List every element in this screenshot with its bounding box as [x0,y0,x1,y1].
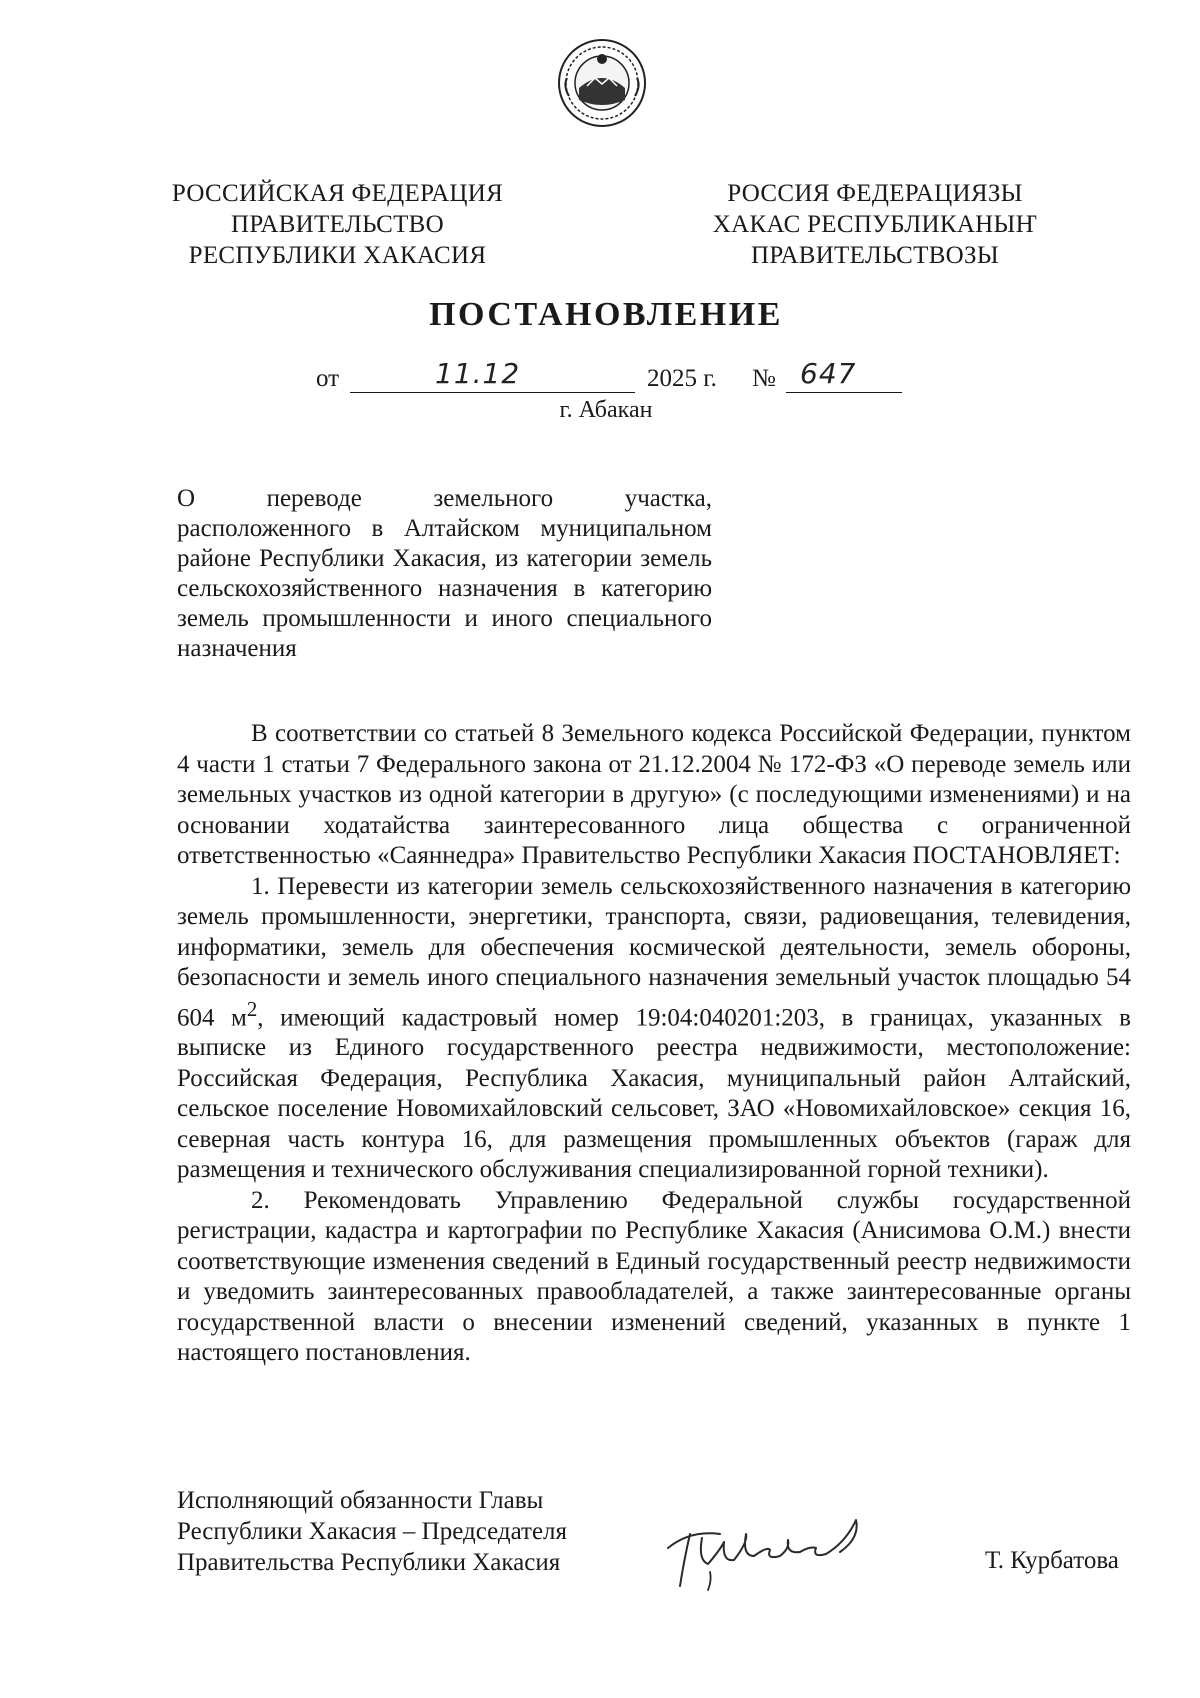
preamble-paragraph: В соответствии со статьей 8 Земельного кодекса Российской Федерации, пунктом 4 части 1 статьи 7 Федерального закона от 21.12.2004 № 172-ФЗ «О переводе земель или земельных участков из одной категории в другую» (с последующими изменениями) и на основании ходатайства заинтересованного лица общества с ограниченной ответственностью «Саяннедра» Правительство Республики Хакасия ПОСТАНОВЛЯЕТ: [177,720,1131,869]
signatory-title-line-1: Исполняющий обязанности Главы [177,1487,544,1514]
date-handwritten: 11.12 [435,357,521,390]
item-1-superscript: 2 [246,996,258,1021]
subject-rest: расположенного в Алтайском муниципальном районе Республики Хакасия, из категории земель сельскохозяйственного назначения в категорию земель промышленности и иного специального назначения [177,515,712,662]
coat-of-arms-emblem [557,38,647,128]
signatory-title-line-3: Правительства Республики Хакасия [177,1549,561,1576]
number-sign: № [752,365,776,392]
document-type-title: ПОСТАНОВЛЕНИЕ [429,296,783,333]
subject-first-line: О переводе земельного участка, [177,485,712,512]
subject-block [177,484,712,664]
number-handwritten: 647 [800,357,857,390]
item-1-paragraph [177,872,1131,1186]
header-left-line-2: ПРАВИТЕЛЬСТВО [230,211,445,238]
item-1-text-a: 1. Перевести из категории земель сельскохозяйственного назначения в категорию земель промышленности, энергетики, транспорта, связи, радиовещания, телевидения, информатики, земель для обеспечения космической деятельности, земель обороны, безопасности и земель иного специального назначения земельный участок площадью 54 604 м [177,872,1131,1031]
resolution-body [177,719,1131,1369]
header-right [710,178,1040,271]
header-right-line-3: ПРАВИТЕЛЬСТВОЗЫ [751,242,999,269]
header-left-line-3: РЕСПУБЛИКИ ХАКАСИЯ [188,242,487,269]
date-prefix: от [316,365,340,392]
header-left-line-1: РОССИЙСКАЯ ФЕДЕРАЦИЯ [171,180,504,207]
signatory-title [177,1485,567,1578]
signatory-title-line-2: Республики Хакасия – Председателя [177,1518,568,1545]
header-right-line-2: ХАКАС РЕСПУБЛИКАНЫҤ [712,211,1038,238]
signer-name: Т. Курбатова [985,1547,1119,1574]
header-left [170,178,505,271]
item-1-text-b: , имеющий кадастровый номер 19:04:040201:203, в границах, указанных в выписке из Единого государственного реестра недвижимости, местоположение: Российская Федерация, Республика Хакасия, муниципальный район Алтайский, сельское поселение Новомихайловский сельсовет, ЗАО «Новомихайловское» секция 16, северная часть контура 16, для размещения промышленных объектов (гараж для размещения и технического обслуживания специализированной горной техники). [177,1003,1131,1184]
item-2-paragraph: 2. Рекомендовать Управлению Федеральной службы государственной регистрации, кадастра и картографии по Республике Хакасия (Анисимова О.М.) внести соответствующие изменения сведений в Единый государственный реестр недвижимости и уведомить заинтересованных правообладателей, а также заинтересованные органы государственной власти о внесении изменений сведений, указанных в пункте 1 настоящего постановления. [177,1186,1131,1367]
header-right-line-1: РОССИЯ ФЕДЕРАЦИЯЗЫ [727,180,1023,207]
city-label: г. Абакан [559,397,653,423]
handwritten-signature [650,1490,890,1600]
year-label: 2025 г. [647,365,717,392]
